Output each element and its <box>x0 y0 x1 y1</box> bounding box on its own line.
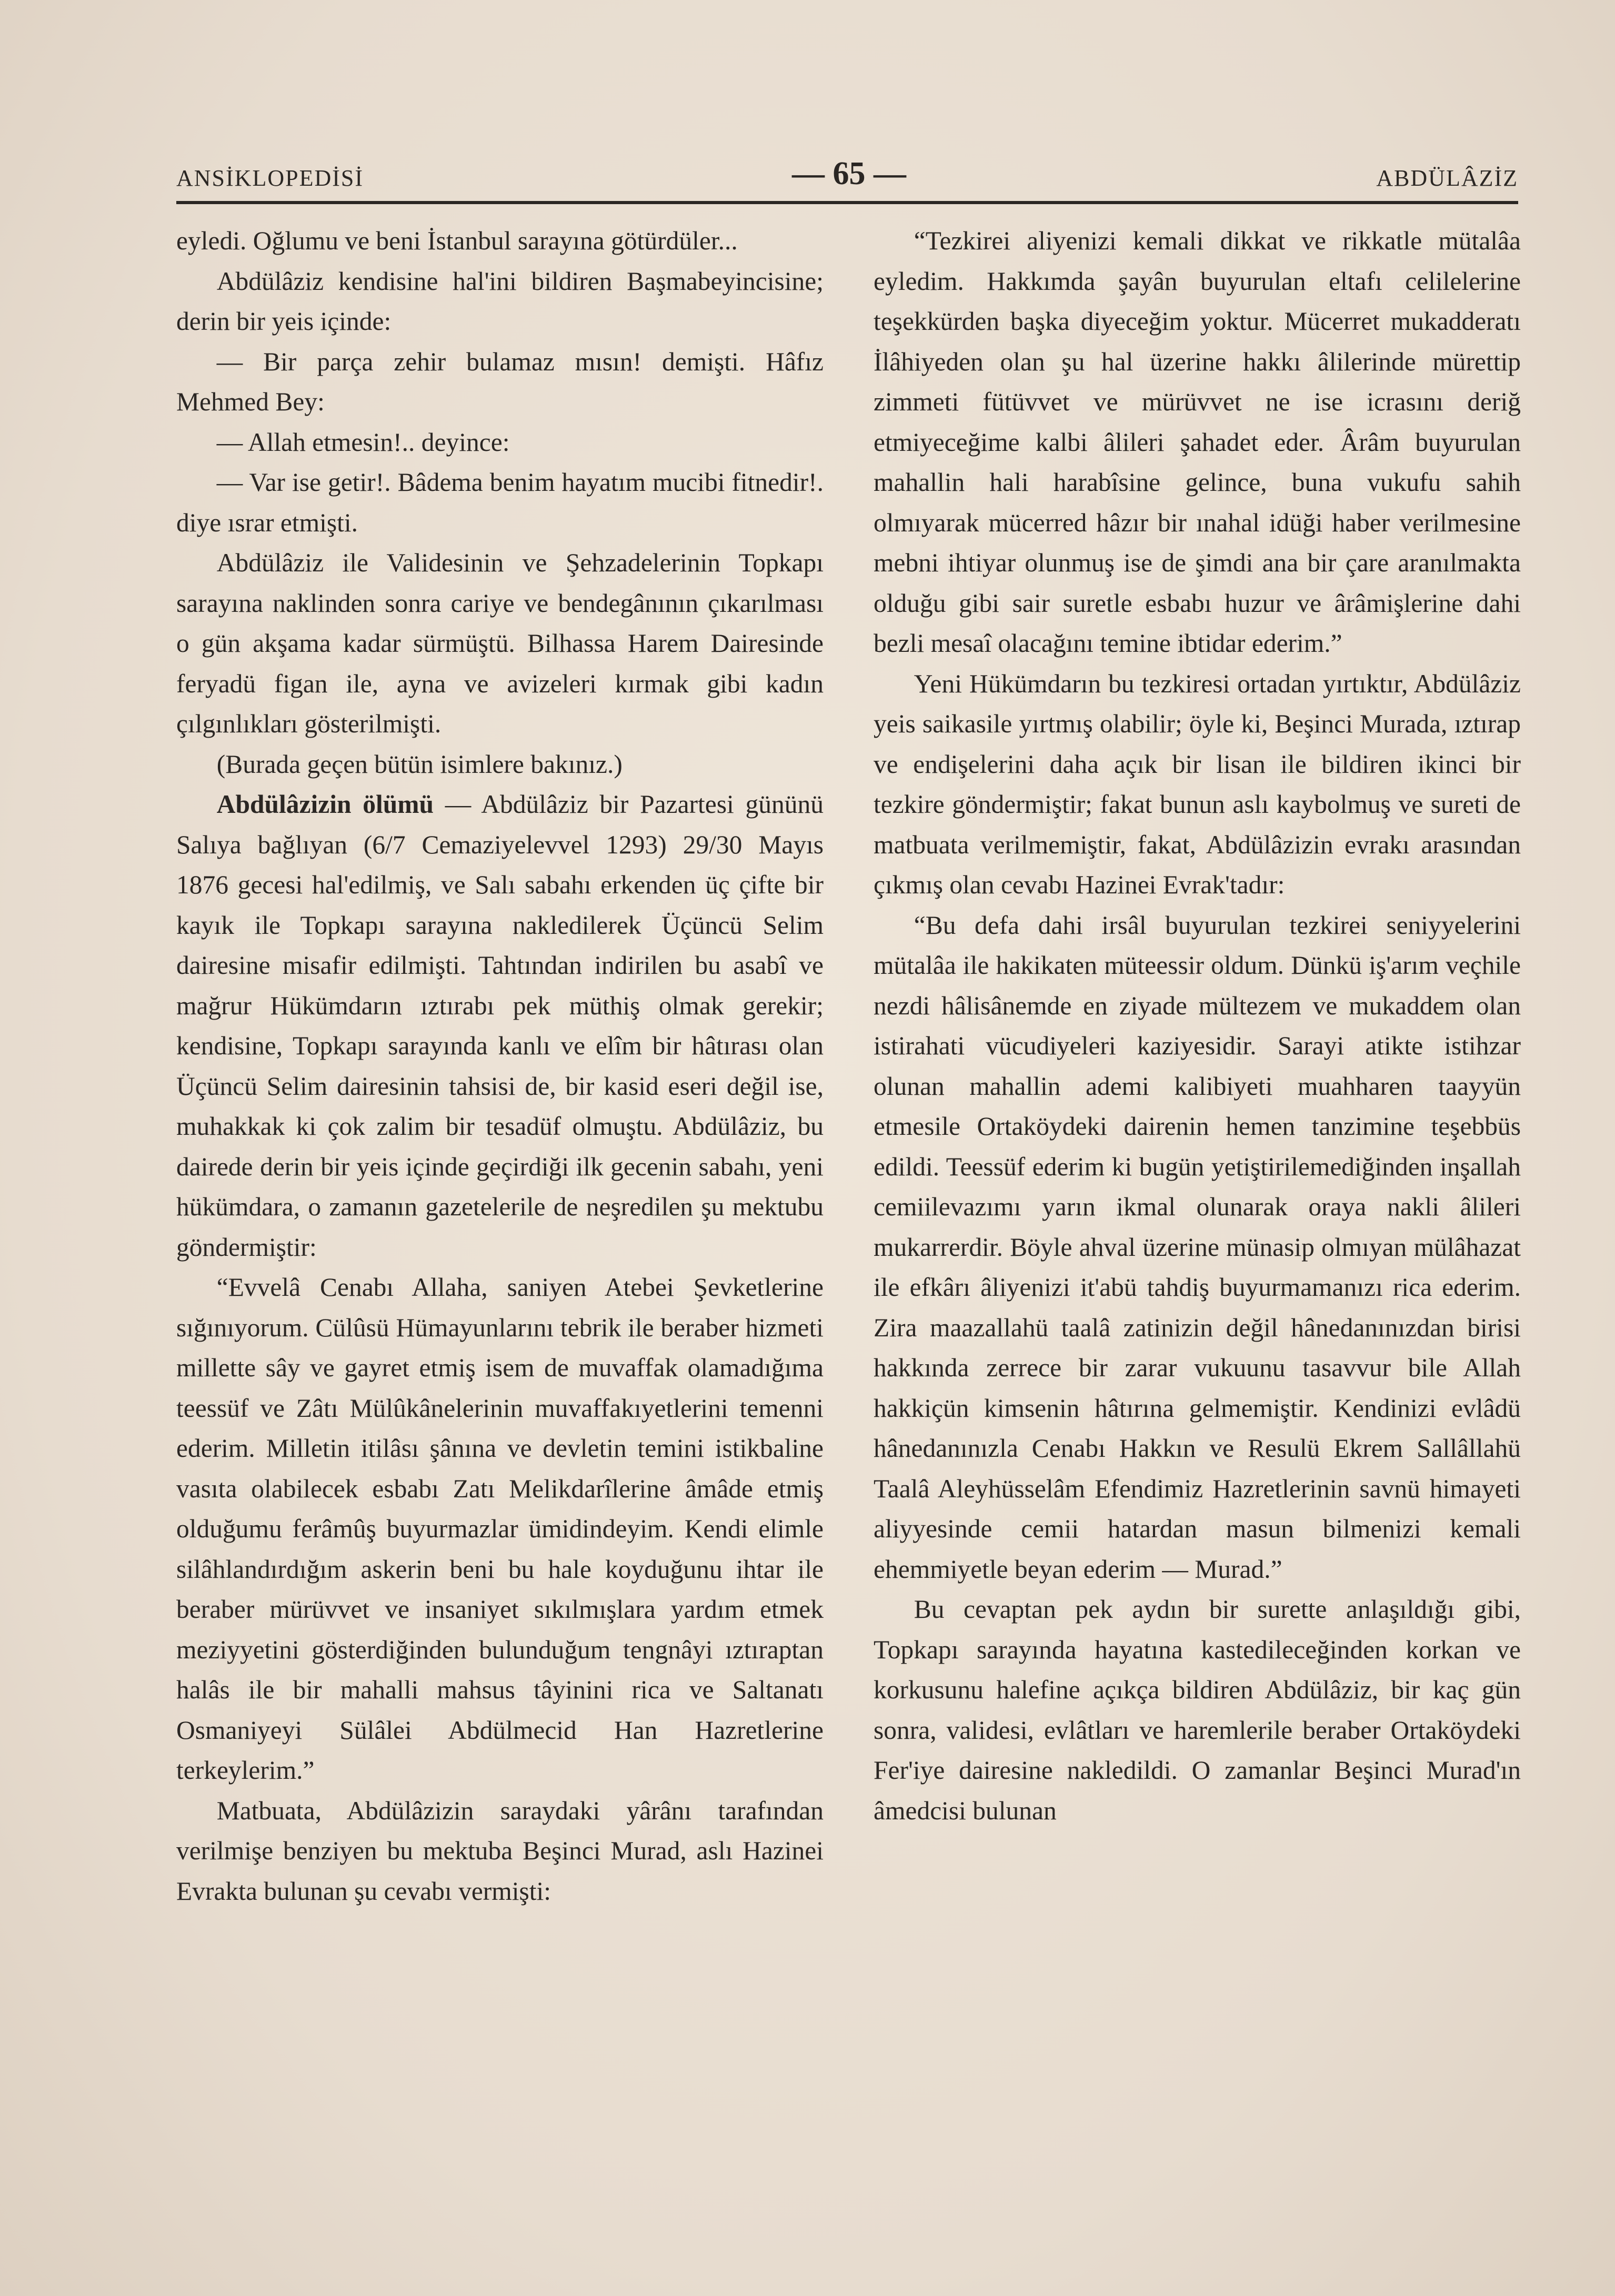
section-text: — Abdülâziz bir Pazartesi gününü Salıya bağlıyan (6/7 Cemaziyelevvel 1293) 29/30 Mayıs 1876 gecesi hal'edilmiş, ve Salı sabahı erkenden üç çifte bir kayık ile Topkapı sarayına nakledilerek Üçüncü Selim dairesine misafir edilmişti. Tahtından indirilen bu asabî ve mağrur Hükümdarın ıztırabı pek müthiş olmak gerekir; kendisine, Topkapı sarayında kanlı ve elîm bir hâtırası olan Üçüncü Selim dairesinin tahsisi de, bir kasid eseri değil ise, muhakkak ki çok zalim bir tesadüf olmuştu. Abdülâziz, bu dairede derin bir yeis içinde geçirdiği ilk gecenin sabahı, yeni hükümdara, o zamanın gazetelerile de neşredilen şu mektubu göndermiştir: <box>176 790 824 1262</box>
right-column <box>874 221 1521 1831</box>
paragraph: Abdülâziz kendisine hal'ini bildiren Başmabeyincisine; derin bir yeis içinde: <box>176 266 824 336</box>
left-column <box>176 221 824 1911</box>
section-heading: Abdülâzizin ölümü <box>216 790 434 819</box>
paragraph: Yeni Hükümdarın bu tezkiresi ortadan yırtıktır, Abdülâziz yeis saikasile yırtmış olabilir; öyle ki, Beşinci Murada, ıztırap ve endişelerini daha açık bir lisan ile bildiren ikinci bir tezkire göndermiştir; fakat bunun aslı kaybolmuş ve sureti de matbuata verilmemiştir, fakat, Abdülâzizin evrakı arasından çıkmış olan cevabı Hazinei Evrak'tadır: <box>874 669 1521 899</box>
quoted-letter: “Tezkirei aliyenizi kemali dikkat ve rikkatle mütalâa eyledim. Hakkımda şayân buyurulan eltafı celilelerine teşekkürden başka diyeceğim yoktur. Mücerret mukadderatı İlâhiyeden olan şu hal üzerine hakkı âlilerinde mürettip zimmeti fütüvvet ve mürüvvet ne ise icrasını deriğ etmiyeceğime kalbi âlileri şahadet eder. Ârâm buyurulan mahallin hali harabîsine gelince, buna vukufu sahih olmıyarak mücerred hâzır bir ınahal idüği haber verilmesine mebni ihtiyar olunmuş ise de şimdi ana bir çare aranılmakta olduğu gibi sair suretle esbabı huzur ve ârâmişlerine dahi bezli mesaî olacağını temine ibtidar ederim.” <box>874 226 1521 658</box>
dialogue-line: — Bir parça zehir bulamaz mısın! demişti. Hâfız Mehmed Bey: <box>176 347 824 416</box>
dialogue-line: — Allah etmesin!.. deyince: <box>216 427 510 457</box>
quoted-letter: “Bu defa dahi irsâl buyurulan tezkirei seniyyelerini mütalâa ile hakikaten müteessir oldum. Dünkü iş'arım veçhile nezdi hâlisânemde en ziyade mültezem ve mukaddem olan istirahati vücudiyeleri kaziyesidir. Sarayi atikte istihzar olunan mahallin ademi kalibiyeti muahharen taayyün etmesile Ortaköydeki dairenin hemen tanzimine teşebbüs edildi. Teessüf ederim ki bugün yetiştirilemediğinden inşallah cemiilevazımı yarın ikmal olunarak oraya nakli âlileri mukarrerdir. Böyle ahval üzerine münasip olmıyan mülâhazat ile efkârı âliyenizi it'abü tahdiş buyurmamanızı rica ederim. Zira maazallahü taalâ zatinizin değil hânedanınızdan birisi hakkında zerrece bir zarar vukuunu tasavvur bile Allah hakkiçün kimsenin hâtırına gelmemiştir. Kendinizi evlâdü hânedanınızla Cenabı Hakkın ve Resulü Ekrem Sallâllahü Taalâ Aleyhüsselâm Efendimiz Hazretlerinin savnü himayeti aliyyesinde cemii hatardan masun bilmenizi kemali ehemmiyetle beyan ederim — Murad.” <box>874 910 1521 1584</box>
paragraph: eyledi. Oğlumu ve beni İstanbul sarayına götürdüler... <box>176 226 738 255</box>
paragraph: Bu cevaptan pek aydın bir surette anlaşıldığı gibi, Topkapı sarayında hayatına kastedileceğinden korkan ve korkusunu halefine açıkça bildiren Abdülâziz, bir kaç gün sonra, validesi, evlâtları ve haremlerile beraber Ortaköydeki Fer'iye dairesine nakledildi. O zamanlar Beşinci Murad'ın âmedcisi bulunan <box>874 1595 1521 1825</box>
paragraph: Abdülâziz ile Validesinin ve Şehzadelerinin Topkapı sarayına naklinden sonra cariye ve bendegânının çıkarılması o gün akşama kadar sürmüştü. Bilhassa Harem Dairesinde feryadü figan ile, ayna ve avizeleri kırmak gibi kadın çılgınlıkları gösterilmişti. <box>176 548 824 738</box>
header-rule <box>176 201 1518 204</box>
running-header <box>176 155 1518 197</box>
paragraph: (Burada geçen bütün isimlere bakınız.) <box>216 749 623 779</box>
header-entry-title: ABDÜLÂZİZ <box>1376 165 1518 191</box>
header-section-title: ANSİKLOPEDİSİ <box>176 165 364 191</box>
page-number: — 65 — <box>792 156 906 192</box>
dialogue-line: — Var ise getir!. Bâdema benim hayatım mucibi fitnedir!. diye ısrar etmişti. <box>176 468 824 537</box>
quoted-letter: “Evvelâ Cenabı Allaha, saniyen Atebei Şevketlerine sığınıyorum. Cülûsü Hümayunlarını tebrik ile beraber hizmeti millette sây ve gayret etmiş isem de muvaffak olamadığıma teessüf ve Zâtı Mülûkânelerinin muvaffakıyetlerini temenni ederim. Milletin itilâsı şânına ve devletin temini istikbaline vasıta olabilecek esbabı Zatı Melikdarîlerine âmâde etmiş olduğumu ferâmûş buyurmazlar ümidindeyim. Kendi elimle silâhlandırdığım askerin beni bu hale koyduğunu ihtar ile beraber mürüvvet ve insaniyet sıkılmışlara yardım etmek meziyyetini gösterdiğinden bulunduğum tengnâyi ıztıraptan halâs ile bir mahalli mahsus tâyinini rica ve Saltanatı Osmaniyeyi Sülâlei Abdülmecid Han Hazretlerine terkeylerim.” <box>176 1273 824 1785</box>
paragraph: Matbuata, Abdülâzizin saraydaki yârânı tarafından verilmişe benziyen bu mektuba Beşinci Murad, aslı Hazinei Evrakta bulunan şu cevabı vermişti: <box>176 1796 824 1906</box>
paragraph <box>176 784 824 1267</box>
